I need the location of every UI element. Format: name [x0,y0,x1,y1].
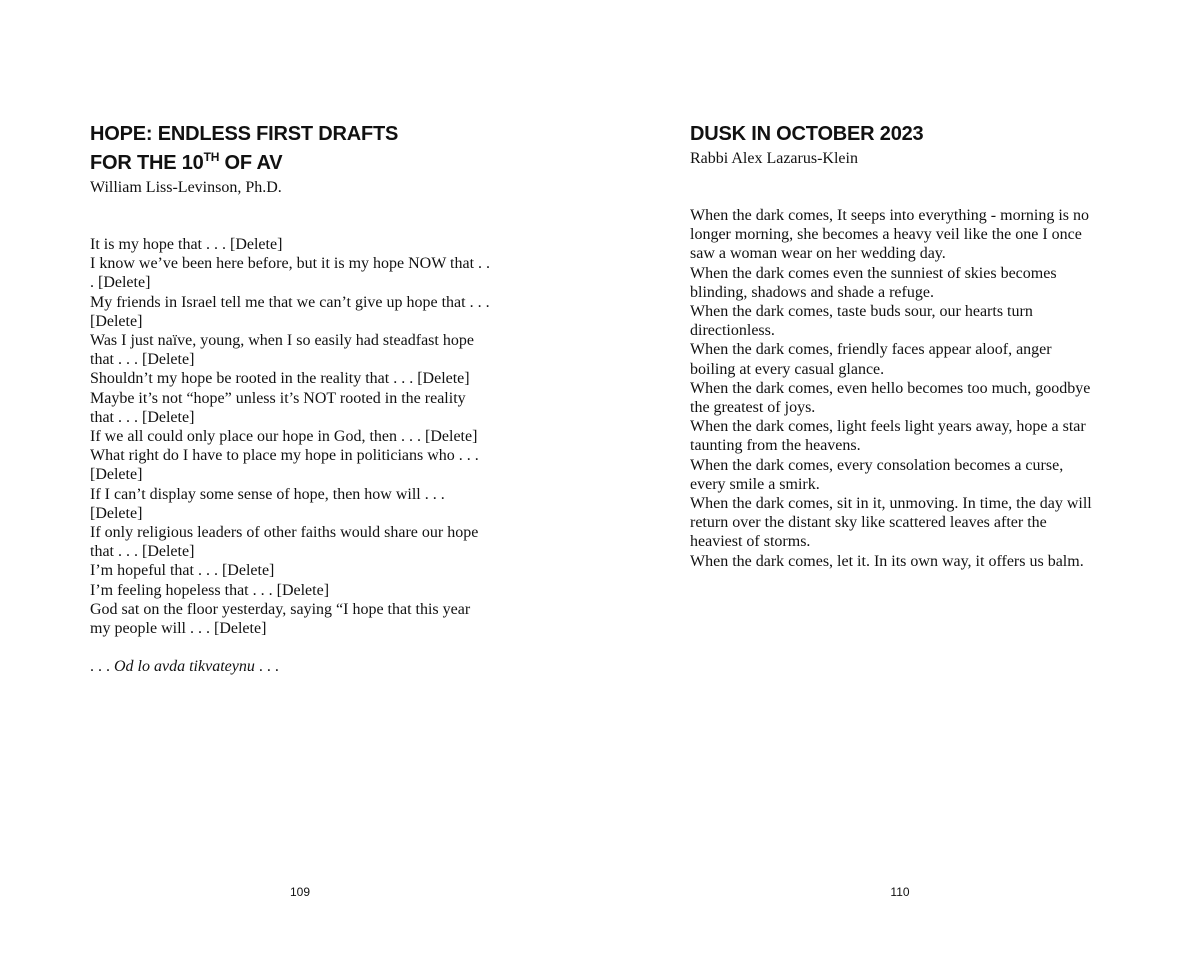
poem-line: If I can’t display some sense of hope, then how will . . . [90,485,445,503]
poem-line: heaviest of storms. [690,533,811,551]
poem-line: boiling at every casual glance. [690,360,885,378]
poem-line: [Delete] [90,312,143,330]
poem-line: It is my hope that . . . [Delete] [90,236,283,253]
poem-author: Rabbi Alex Lazarus-Klein [690,150,858,167]
poem-line: I’m feeling hopeless that . . . [Delete] [90,581,330,599]
poem-line: [Delete] [90,504,143,522]
page-number-right: 110 [890,885,910,899]
poem-title [90,120,398,178]
page-number-left: 109 [289,885,311,899]
poem-title-line-2 [90,149,398,178]
poem-line: Was I just naïve, young, when I so easily had steadfast hope [90,332,474,350]
poem-line: When the dark comes, let it. In its own way, it offers us balm. [690,552,1084,570]
poem-line: [Delete] [90,466,143,484]
poem-line: When the dark comes, sit in it, unmoving. In time, the day will [690,495,1092,513]
poem-closing-line [90,657,490,676]
poem-line: When the dark comes, friendly faces appear aloof, anger [690,341,1052,359]
right-page [600,0,1200,960]
poem-line: . [Delete] [90,274,151,292]
poem-line: My friends in Israel tell me that we can’t give up hope that . . . [90,293,490,311]
poem-title-line-1: DUSK IN OCTOBER 2023 [690,123,924,145]
poem-line: When the dark comes, It seeps into everything - morning is no [690,207,1090,224]
closing-prefix: . . . [90,658,114,676]
closing-suffix: . . . [254,658,279,676]
closing-hebrew-phrase: Od lo avda tikvateynu [114,658,255,676]
poem-line: What right do I have to place my hope in politicians who . . . [90,447,479,465]
poem-line: When the dark comes, every consolation becomes a curse, [690,456,1064,474]
poem-line: God sat on the floor yesterday, saying “I hope that this year [90,600,471,618]
poem-line: When the dark comes, taste buds sour, our hearts turn [690,303,1033,321]
poem-body [90,235,490,677]
poem-line: If we all could only place our hope in God, then . . . [Delete] [90,428,478,446]
poem-body [690,206,1092,571]
poem-title-superscript: TH [203,150,220,164]
poem-title-line-2-suffix: OF AV [219,152,283,174]
poem-line: When the dark comes, even hello becomes too much, goodbye [690,379,1091,397]
poem-line: taunting from the heavens. [690,437,861,455]
poem-line: every smile a smirk. [690,475,820,493]
poem-line: I’m hopeful that . . . [Delete] [90,562,275,580]
poem-line: return over the distant sky like scattered leaves after the [690,514,1047,532]
poem-line: When the dark comes even the sunniest of skies becomes [690,264,1057,282]
poem-line: that . . . [Delete] [90,351,195,369]
poem-line: blinding, shadows and shade a refuge. [690,283,934,301]
poem-title [690,120,923,149]
poem-line: If only religious leaders of other faiths would share our hope [90,524,479,542]
poem-line: When the dark comes, light feels light years away, hope a star [690,418,1086,436]
poem-title-line-1: HOPE: ENDLESS FIRST DRAFTS [90,123,399,145]
poem-line: my people will . . . [Delete] [90,620,267,638]
stanza-gap [90,638,490,657]
poem-author: William Liss-Levinson, Ph.D. [90,179,282,196]
poem-line: directionless. [690,322,775,340]
poem-line: Shouldn’t my hope be rooted in the reality that . . . [Delete] [90,370,470,388]
poem-line: that . . . [Delete] [90,543,195,561]
poem-line: saw a woman wear on her wedding day. [690,245,946,263]
poem-title-line-2-prefix: FOR THE 10 [90,152,204,174]
poem-line: I know we’ve been here before, but it is my hope NOW that . . [90,255,491,273]
poem-line: Maybe it’s not “hope” unless it’s NOT rooted in the reality [90,389,466,407]
poem-line: longer morning, she becomes a heavy veil like the one I once [690,226,1082,244]
poem-line: the greatest of joys. [690,399,816,417]
poem-line: that . . . [Delete] [90,408,195,426]
